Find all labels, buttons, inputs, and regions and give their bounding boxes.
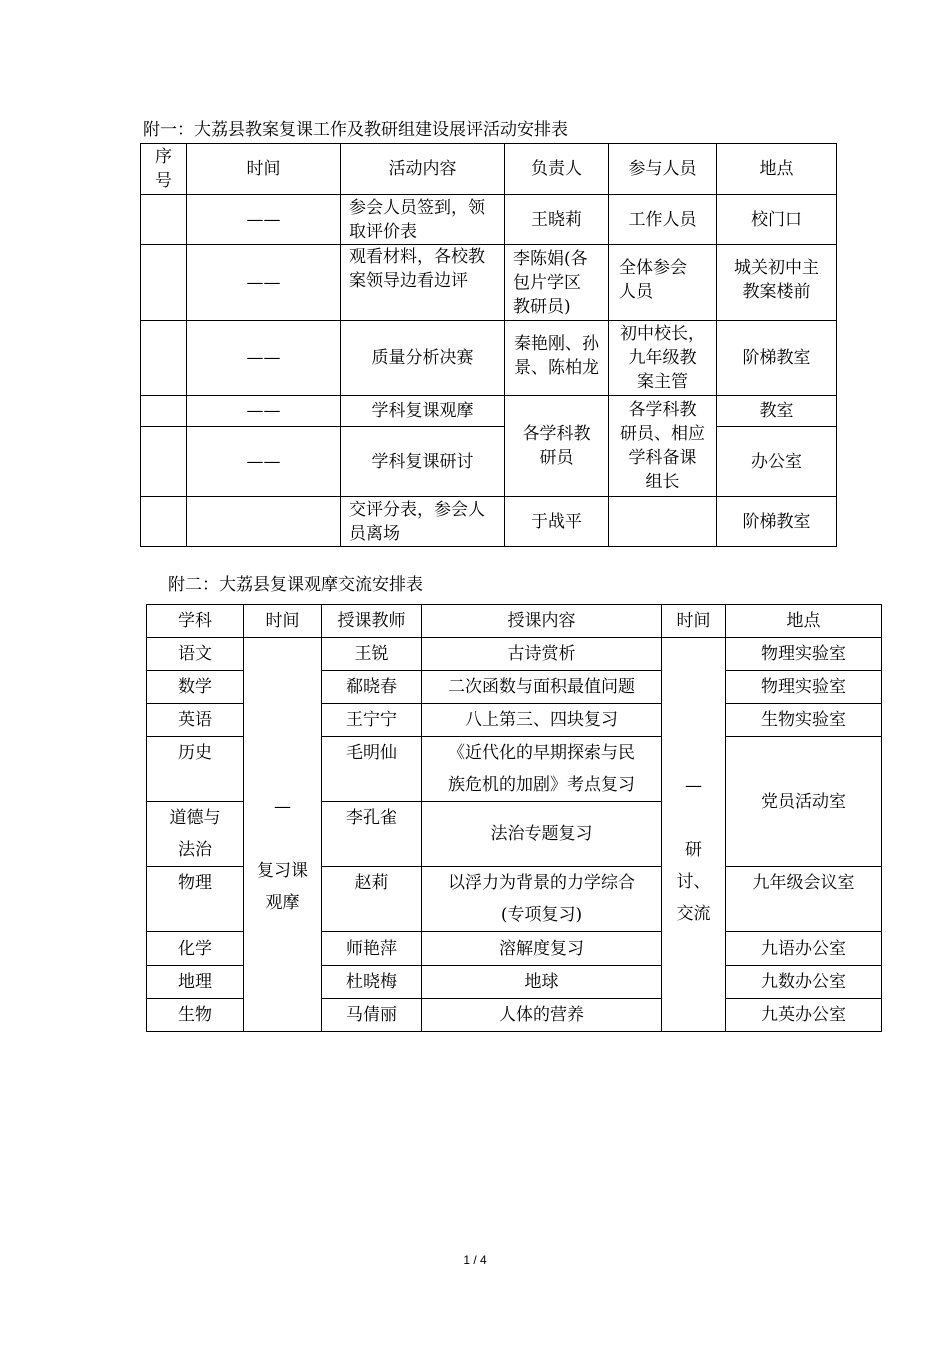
- table-row: [141, 245, 837, 321]
- subject-cell: 生物: [147, 999, 244, 1032]
- content-cell: 以浮力为背景的力学综合 (专项复习): [422, 867, 662, 932]
- time-cell: ——: [187, 427, 341, 497]
- header-owner: 负责人: [505, 144, 609, 195]
- header-subject: 学科: [147, 605, 244, 638]
- activity-cell: 观看材料，各校教 案领导边看边评: [341, 245, 505, 321]
- activity-schedule-table: [140, 143, 837, 547]
- content-cell: 溶解度复习: [422, 932, 662, 966]
- participants-cell: 全体参会 人员: [609, 245, 717, 321]
- content-cell: 人体的营养: [422, 999, 662, 1032]
- header-time: 时间: [662, 605, 726, 638]
- header-participants: 参与人员: [609, 144, 717, 195]
- header-place: 地点: [726, 605, 882, 638]
- content-cell: 法治专题复习: [422, 802, 662, 867]
- time-cell: ——: [187, 195, 341, 245]
- participants-cell: [609, 497, 717, 547]
- place-cell: 校门口: [717, 195, 837, 245]
- teacher-cell: 赵莉: [322, 867, 422, 932]
- subject-cell: 语文: [147, 638, 244, 671]
- teacher-cell: 郗晓春: [322, 671, 422, 704]
- teacher-cell: 王宁宁: [322, 704, 422, 737]
- place-cell: 九英办公室: [726, 999, 882, 1032]
- teacher-cell: 师艳萍: [322, 932, 422, 966]
- owner-cell: 秦艳刚、孙 景、陈柏龙: [505, 321, 609, 396]
- subject-cell: 物理: [147, 867, 244, 932]
- activity-cell: 质量分析决赛: [341, 321, 505, 396]
- teacher-cell: 马倩丽: [322, 999, 422, 1032]
- content-cell: 八上第三、四块复习: [422, 704, 662, 737]
- teacher-cell: 李孔雀: [322, 802, 422, 867]
- place-cell: 生物实验室: [726, 704, 882, 737]
- table-row: [147, 638, 882, 671]
- owner-cell: 李陈娟(各 包片学区 教研员): [505, 245, 609, 321]
- index-cell: [141, 195, 187, 245]
- header-time: 时间: [187, 144, 341, 195]
- content-cell: 《近代化的早期探索与民 族危机的加剧》考点复习: [422, 737, 662, 802]
- time-cell: ——: [187, 245, 341, 321]
- table1-caption: 附一：大荔县教案复课工作及教研组建设展评活动安排表: [143, 120, 568, 140]
- time-cell-observation: — 复习课 观摩: [244, 638, 322, 1032]
- header-content: 授课内容: [422, 605, 662, 638]
- place-cell: 阶梯教室: [717, 321, 837, 396]
- index-cell: [141, 497, 187, 547]
- table-row: [141, 427, 837, 497]
- owner-cell: 于战平: [505, 497, 609, 547]
- header-activity: 活动内容: [341, 144, 505, 195]
- place-cell: 九年级会议室: [726, 867, 882, 932]
- subject-cell: 历史: [147, 737, 244, 802]
- place-cell: 物理实验室: [726, 671, 882, 704]
- time-cell: ——: [187, 321, 341, 396]
- place-cell: 九语办公室: [726, 932, 882, 966]
- table-row: [141, 195, 837, 245]
- table2-caption: 附二：大荔县复课观摩交流安排表: [168, 575, 423, 595]
- table-header-row: [141, 144, 837, 195]
- place-cell: 办公室: [717, 427, 837, 497]
- participants-cell: 工作人员: [609, 195, 717, 245]
- time-cell: [187, 497, 341, 547]
- index-cell: [141, 396, 187, 427]
- subject-cell: 英语: [147, 704, 244, 737]
- place-cell: 九数办公室: [726, 966, 882, 999]
- content-cell: 地球: [422, 966, 662, 999]
- participants-cell: 初中校长， 九年级教 案主管: [609, 321, 717, 396]
- header-place: 地点: [717, 144, 837, 195]
- index-cell: [141, 245, 187, 321]
- subject-cell: 道德与 法治: [147, 802, 244, 867]
- time-cell-discussion: — 研 讨、 交流: [662, 638, 726, 1032]
- subject-cell: 数学: [147, 671, 244, 704]
- index-cell: [141, 321, 187, 396]
- place-cell: 阶梯教室: [717, 497, 837, 547]
- teacher-cell: 毛明仙: [322, 737, 422, 802]
- owner-cell: 王晓莉: [505, 195, 609, 245]
- table-row: [141, 497, 837, 547]
- participants-cell: 各学科教 研员、相应 学科备课 组长: [609, 396, 717, 497]
- place-cell: 城关初中主 教案楼前: [717, 245, 837, 321]
- content-cell: 二次函数与面积最值问题: [422, 671, 662, 704]
- table-row: [141, 321, 837, 396]
- header-teacher: 授课教师: [322, 605, 422, 638]
- place-cell: 物理实验室: [726, 638, 882, 671]
- activity-cell: 学科复课观摩: [341, 396, 505, 427]
- header-index: 序 号: [141, 144, 187, 195]
- page-number: 1 / 4: [463, 1253, 487, 1267]
- subject-cell: 化学: [147, 932, 244, 966]
- owner-cell: 各学科教 研员: [505, 396, 609, 497]
- content-cell: 古诗赏析: [422, 638, 662, 671]
- activity-cell: 参会人员签到，领 取评价表: [341, 195, 505, 245]
- activity-cell: 学科复课研讨: [341, 427, 505, 497]
- place-cell: 党员活动室: [726, 737, 882, 867]
- place-cell: 教室: [717, 396, 837, 427]
- table-row: [141, 396, 837, 427]
- header-time: 时间: [244, 605, 322, 638]
- time-cell: ——: [187, 396, 341, 427]
- table-header-row: [147, 605, 882, 638]
- activity-cell: 交评分表，参会人 员离场: [341, 497, 505, 547]
- subject-cell: 地理: [147, 966, 244, 999]
- index-cell: [141, 427, 187, 497]
- teacher-cell: 杜晓梅: [322, 966, 422, 999]
- observation-schedule-table: [146, 604, 882, 1032]
- teacher-cell: 王锐: [322, 638, 422, 671]
